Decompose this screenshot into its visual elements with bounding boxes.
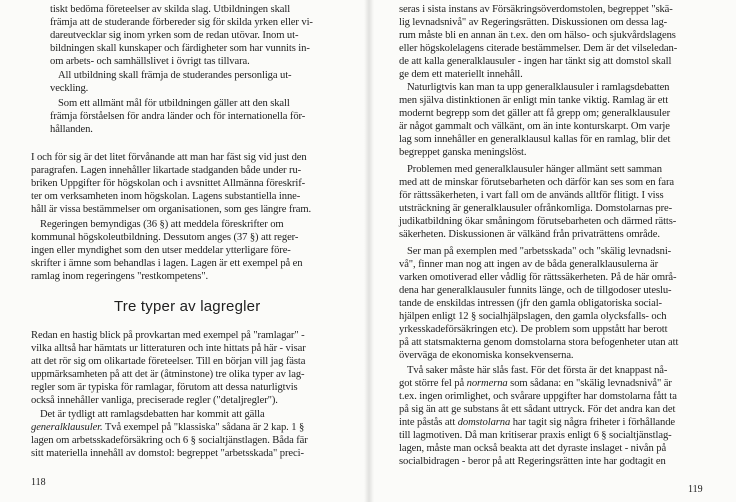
text-run: Det är tydligt att ramlagsdebatten har kommit att gälla — [40, 409, 265, 420]
text-line: skrifter i ämne som behandlas i lagen. Lagen är ett exempel på en — [31, 258, 303, 269]
text-run: inte påstås att — [399, 417, 458, 428]
text-run: got större fel på — [399, 378, 467, 389]
text-line: vilka alltså har hämtats ur litteraturen och inte hittats på här - visar — [31, 343, 306, 354]
text-line: att det rör sig om olikartade företeelser. Till en början vill jag fästa — [31, 356, 306, 367]
text-line: hjälpen enligt 12 § socialhjälpslagen, den gamla olycksfalls- och — [399, 311, 667, 322]
text-line: uppmärksamheten på att det är (åtminstone) tre olika typer av lag- — [31, 369, 305, 380]
text-line — [399, 43, 677, 55]
text-line: utsträckning är generalklausuler ofrånkomliga. Domstolarnas pre- — [399, 203, 673, 214]
text-line: på att statsmakterna genom domstolarna stora befogenheter utan att — [399, 337, 679, 348]
page-number: 119 — [688, 484, 703, 495]
right-page — [370, 0, 736, 502]
text-run: till lagmotiven. Då man kritiserar praxis enligt 6 § socialtjänstlag- — [399, 430, 672, 441]
text-line: också innehåller vanliga, preciserade regler ("detaljregler"). — [31, 395, 278, 406]
text-run: sitt materiella innehåll av domstol: begreppet "arbetsskada" preci- — [31, 448, 304, 459]
text-line — [399, 404, 675, 416]
text-line: för rättssäkerheten, i vart fall om de används alltför flitigt. I viss — [399, 190, 664, 201]
text-run: eller högskolelagens citerade bestämmelser. Dem är det vilseledan- — [399, 43, 678, 54]
text-line: Regeringen bemyndigas (36 §) att meddela föreskrifter om — [40, 219, 284, 230]
text-line: främja att de studerande förbereder sig för skilda yrken eller vi- — [50, 17, 313, 28]
text-run: lagen, måste man också beakta att det dyraste inslaget - nivån på — [399, 443, 667, 454]
text-run: rum måste bli en annan än t.ex. den om hälso- och sjukvårdslagens — [399, 30, 676, 41]
text-line: kommunal högskoleutbildning. Dessutom anges (37 §) att reger- — [31, 232, 299, 243]
text-line — [399, 430, 672, 442]
text-run: ge dem ett materiellt innehåll. — [399, 69, 523, 80]
text-line: Problemen med generalklausuler hänger allmänt sett samman — [407, 164, 662, 175]
italic-term: domstolarna — [457, 417, 511, 428]
text-line: hållanden. — [50, 124, 93, 135]
text-line: ramlag inom regeringens "restkompetens". — [31, 271, 209, 282]
text-line: säkerheten. Diskussionen är välkänd från privaträttens område. — [399, 229, 660, 240]
text-run: lig levnadsnivå" av Regeringsrätten. Diskussionen om dessa lag- — [399, 17, 668, 28]
text-line: judikatbildning ökar småningom förutsebarheten och därmed rätts- — [399, 216, 677, 227]
text-line — [399, 56, 671, 68]
text-line: Som ett allmänt mål för utbildningen gäller att den skall — [58, 98, 290, 109]
text-line: regler som är typiska för ramlagar, förutom att dessa naturligtvis — [31, 382, 298, 393]
text-run: t.ex. ingen orimlighet, och svårare uppgifter har domstolarna fått ta — [399, 391, 677, 402]
text-run: Två saker måste här slås fast. För det första är det knappast nå- — [407, 365, 668, 376]
text-line: Naturligtvis kan man ta upp generalklausuler i ramlagsdebatten — [407, 82, 670, 93]
text-line: yrkesskadeförsäkringen etc). De problem som uppstått har berott — [399, 324, 668, 335]
text-line: Ser man på exemplen med "arbetsskada" och "skälig levnadsni- — [407, 246, 672, 257]
text-line: lag som innehåller en generalklausul kallas för en ramlag, blir det — [399, 134, 671, 145]
text-line — [399, 69, 523, 81]
text-line: I och för sig är det litet förvånande att man har fäst sig vid just den — [31, 152, 307, 163]
text-line: främja förståelsen för andra länder och för internationella för- — [50, 111, 306, 122]
text-run: de att kalla generalklausuler - ingen har tänkt sig att domstol skall — [399, 56, 672, 67]
text-run: lagen om arbetsskadeförsäkring och 6 § socialtjänstlagen. Båda fär — [31, 435, 308, 446]
text-line: begreppet ganska meningslöst. — [399, 147, 527, 158]
text-line — [40, 409, 265, 421]
text-line: modernt begrepp som det gäller att få grepp om; generalklausuler — [399, 108, 670, 119]
text-line: dareutvecklar sig inom yrken som de redan utövar. Inom ut- — [50, 30, 299, 41]
text-line: är något gammalt och välkänt, om än inte konturskarpt. Om varje — [399, 121, 670, 132]
text-run: Två exempel på "klassiska" sådana är 2 kap. 1 § — [102, 422, 305, 433]
text-line: varken omotiverad eller vådlig för rättssäkerheten. På de här områ- — [399, 272, 677, 283]
text-line: Redan en hastig blick på provkartan med exempel på "ramlagar" - — [31, 330, 305, 341]
text-line — [399, 378, 672, 390]
text-line — [399, 30, 676, 42]
text-line: ingen eller myndighet som den utser meddelar ytterligare före- — [31, 245, 291, 256]
page-number: 118 — [31, 477, 46, 488]
text-line: men själva distinktionen är enligt min tanke viktig. Ramlag är ett — [399, 95, 669, 106]
text-line: bildningen skall kunskaper och färdigheter som har vunnits in- — [50, 43, 310, 54]
text-line — [399, 391, 677, 403]
text-line — [399, 17, 667, 29]
text-run: socialbidragen - beror på att Regeringsrätten inte har godtagit en — [399, 456, 666, 467]
text-run: på sig än att ge substans åt ett sådant uttryck. För det andra kan det — [399, 404, 676, 415]
text-line: om arbets- och samhällslivet i övrigt tas tillvara. — [50, 56, 250, 67]
text-line: veckling. — [50, 83, 89, 94]
text-run: seras i sista instans av Försäkringsöverdomstolen, begreppet "skä- — [399, 4, 673, 15]
text-line: dena har generalklausuler funnits länge, och de tillgodoser uteslu- — [399, 285, 672, 296]
text-line — [31, 448, 304, 460]
text-line: håll är vissa bestämmelser om organisationen, som ges längre fram. — [31, 204, 312, 215]
text-line — [31, 422, 304, 434]
text-line: vå", finner man nog att ingen av de båda generalklausulerna är — [399, 259, 659, 270]
text-line — [399, 417, 675, 429]
text-line — [399, 456, 666, 468]
text-run: har tagit sig några friheter i förhållande — [510, 417, 676, 428]
italic-term: normerna — [466, 378, 508, 389]
text-line: ter om verksamheten inom högskolan. Lagens substantiella inne- — [31, 191, 301, 202]
italic-term: generalklausuler. — [31, 422, 103, 433]
text-line: paragrafen. Lagen innehåller likartade stadganden både under ru- — [31, 165, 302, 176]
text-line: briken Uppgifter för högskolan och i avsnittet Allmänna föreskrif- — [31, 178, 306, 189]
text-line: med att de minskar förutsebarheten och därför kan ses som en fara — [399, 177, 675, 188]
text-run: som sådana: en "skälig levnadsnivå" är — [507, 378, 672, 389]
text-line: överväga de ekonomiska konsekvenserna. — [399, 350, 574, 361]
text-line: tiskt bedöma företeelser av skilda slag. Utbildningen skall — [50, 4, 291, 15]
text-line — [399, 443, 666, 455]
text-line — [399, 4, 673, 16]
text-line — [31, 435, 308, 447]
text-line: All utbildning skall främja de studerandes personliga ut- — [58, 70, 292, 81]
text-line: tande de enskildas intressen (jfr den gamla obligatoriska social- — [399, 298, 662, 309]
text-line — [407, 365, 667, 377]
section-heading: Tre typer av lagregler — [114, 298, 261, 315]
